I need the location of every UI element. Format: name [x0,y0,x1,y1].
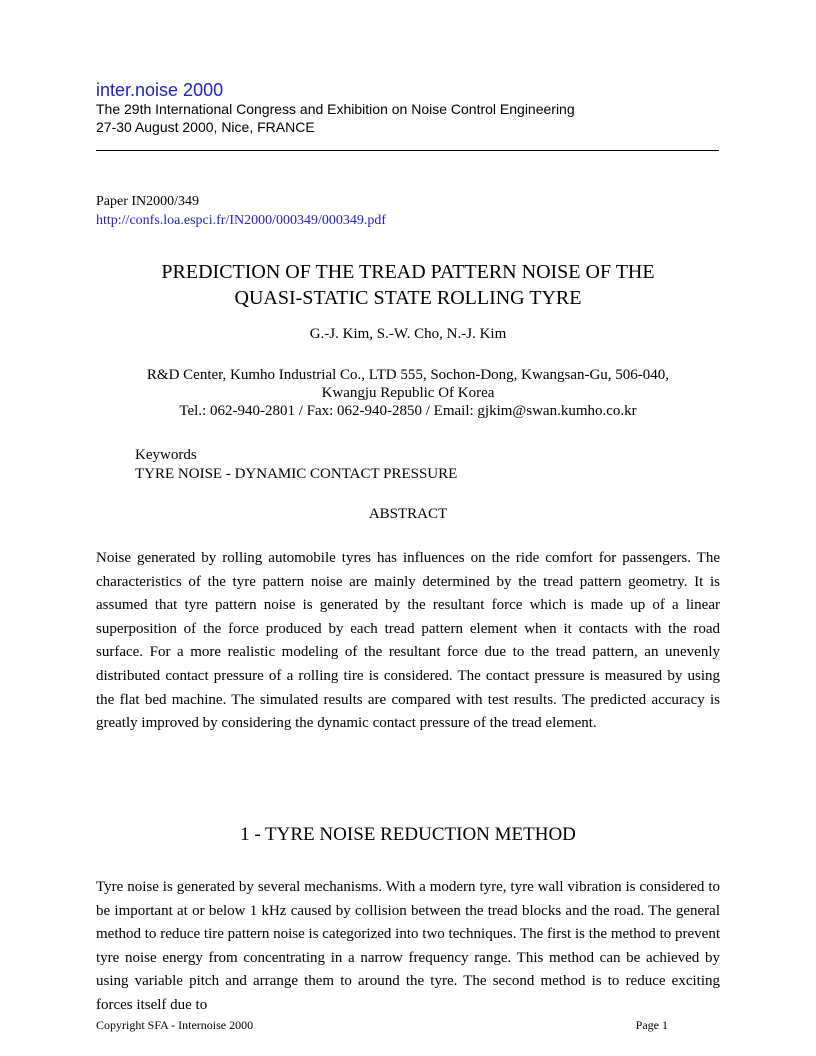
abstract-heading: ABSTRACT [368,506,448,522]
authors: G.-J. Kim, S.-W. Cho, N.-J. Kim [309,326,507,342]
affiliation-line-3: Tel.: 062-940-2801 / Fax: 062-940-2850 / Email: gjkim@swan.kumho.co.kr [179,403,637,419]
paper-title [96,259,720,311]
paper-url-link[interactable]: http://confs.loa.espci.fr/IN2000/000349/000349.pdf [96,213,387,228]
keywords-value: TYRE NOISE - DYNAMIC CONTACT PRESSURE [135,466,458,482]
affiliation [96,366,720,420]
paper-id: Paper IN2000/349 [96,194,200,209]
keywords-block [135,446,457,484]
header-divider [96,150,719,151]
conference-name: inter.noise 2000 [96,80,224,100]
keywords-label: Keywords [135,447,197,463]
abstract-text: Noise generated by rolling automobile tyres has influences on the ride comfort for passengers. The characteristics of the tyre pattern noise are mainly determined by the tread pattern geometry. It is assumed that tyre pattern noise is generated by the resultant force which is made up of a linear superposition of the force produced by each tread pattern element when it contacts with the road surface. For a more realistic modeling of the resultant force due to the tread pattern, an unevenly distributed contact pressure of a rolling tire is considered. The contact pressure is measured by using the flat bed machine. The simulated results are compared with test results. The predicted accuracy is greatly improved by considering the dynamic contact pressure of the tread element. [96,550,720,732]
section-1-heading: 1 - TYRE NOISE REDUCTION METHOD [240,824,576,845]
title-line-2: QUASI-STATIC STATE ROLLING TYRE [234,287,582,309]
affiliation-line-2: Kwangju Republic Of Korea [321,385,495,401]
footer-page-number: Page 1 [635,1018,668,1032]
conference-header [96,80,720,136]
conference-subtitle: The 29th International Congress and Exhibition on Noise Control Engineering [96,101,575,117]
affiliation-line-1: R&D Center, Kumho Industrial Co., LTD 555, Sochon-Dong, Kwangsan-Gu, 506-040, [146,367,670,383]
page-footer [96,1018,720,1032]
paper-reference [96,192,386,230]
title-line-1: PREDICTION OF THE TREAD PATTERN NOISE OF THE [161,261,655,283]
section-1-text: Tyre noise is generated by several mechanisms. With a modern tyre, tyre wall vibration is considered to be important at or below 1 kHz caused by collision between the tread blocks and the road. The general method to reduce tire pattern noise is categorized into two techniques. The first is the method to prevent tyre noise energy from concentrating in a narrow frequency range. This method can be achieved by using variable pitch and arrange them to around the tyre. The second method is to reduce exciting forces itself due to [96,879,720,1013]
conference-date-place: 27-30 August 2000, Nice, FRANCE [96,119,315,135]
footer-copyright: Copyright SFA - Internoise 2000 [96,1018,254,1032]
